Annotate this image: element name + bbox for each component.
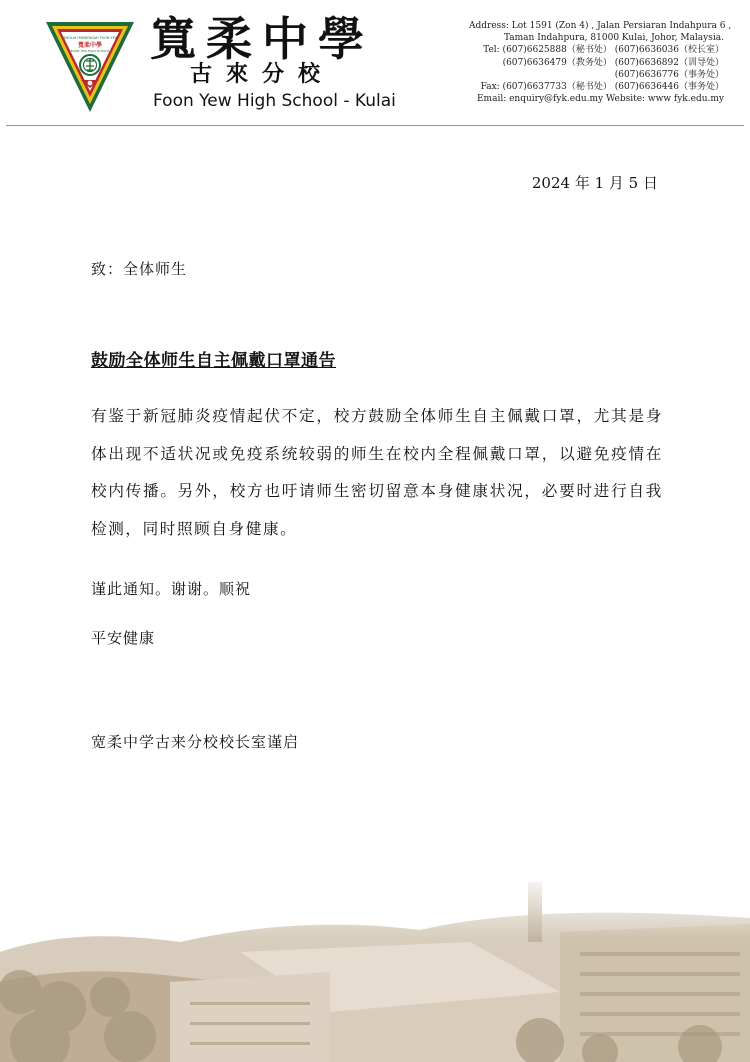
- contact-line: Tel: (607)6625888（秘书处） (607)6636036（校长室）: [483, 45, 724, 56]
- school-name-cn: 寬柔中學: [150, 12, 374, 66]
- letter-recipient: 致：全体师生: [91, 260, 188, 278]
- contact-line: (607)6636479（教务处） (607)6636892（训导处）: [502, 57, 724, 68]
- logo-text-top: SEKOLAH MENENGAH FOON YEW: [61, 36, 119, 40]
- school-name-en: Foon Yew High School - Kulai: [153, 91, 396, 111]
- letter-title: 鼓励全体师生自主佩戴口罩通告: [91, 351, 336, 371]
- contact-block: [469, 20, 732, 105]
- letter-signature: 宽柔中学古来分校校长室谨启: [91, 733, 300, 751]
- contact-line: Email: enquiry@fyk.edu.my Website: www fyk.edu.my: [476, 94, 724, 105]
- logo-text-en: FOON YEW HIGH SCHOOL: [70, 49, 110, 53]
- contact-line: Fax: (607)6637733（秘书处） (607)6636446（事务处）: [480, 82, 724, 93]
- letter-body: 有鉴于新冠肺炎疫情起伏不定，校方鼓励全体师生自主佩戴口罩，尤其是身体出现不适状况或免疫系统较弱的师生在校内全程佩戴口罩，以避免疫情在校内传播。另外，校方也吁请师生密切留意本身健康状况，必要时进行自我检测，同时照顾自身健康。: [91, 407, 663, 538]
- contact-line: Taman Indahpura, 81000 Kulai, Johor, Malaysia.: [503, 33, 724, 44]
- contact-line: Address: Lot 1591 (Zon 4) , Jalan Persiaran Indahpura 6 ,: [469, 21, 732, 31]
- letter-date: 2024 年 1 月 5 日: [531, 174, 658, 192]
- letter-wish: 平安健康: [91, 629, 156, 647]
- letter-closing: 谨此通知。谢谢。顺祝: [91, 580, 252, 598]
- campus-watermark-image: [0, 872, 750, 1062]
- logo-text-cn: 寬柔中學: [77, 42, 103, 49]
- branch-name-cn: 古來分校: [190, 61, 335, 87]
- header-divider: [6, 125, 744, 126]
- letterhead: [0, 0, 750, 126]
- contact-line: (607)6636776（事务处）: [614, 69, 724, 80]
- school-logo: [44, 18, 136, 114]
